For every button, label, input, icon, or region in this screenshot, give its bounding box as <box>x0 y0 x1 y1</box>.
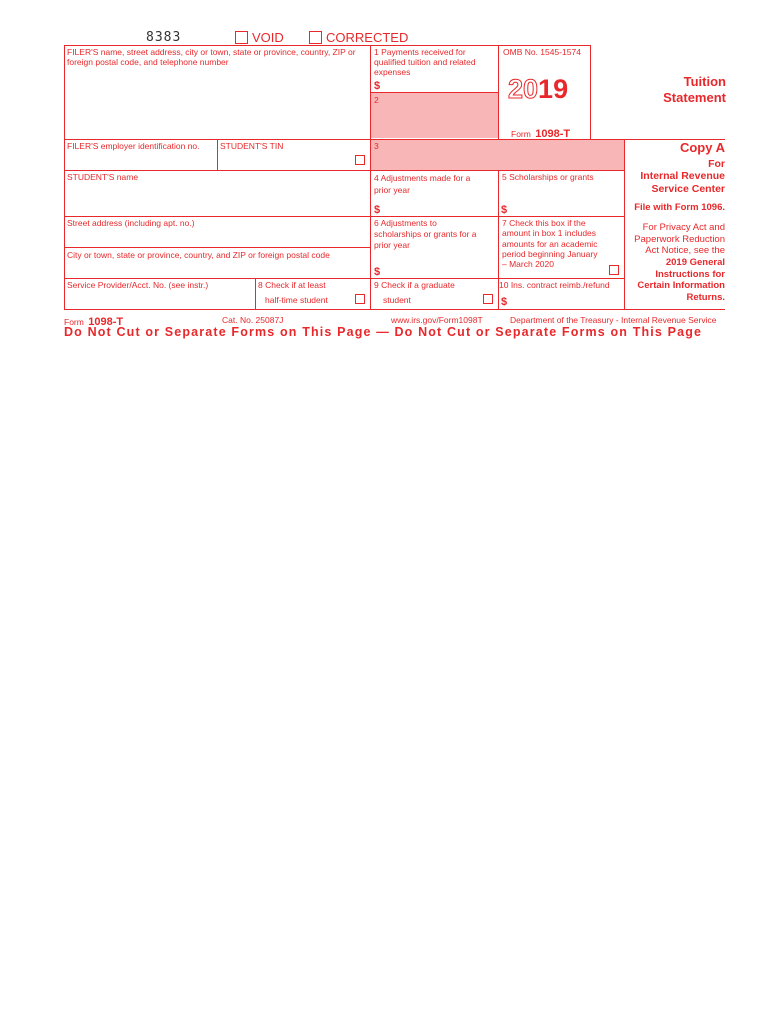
box2-number: 2 <box>374 95 379 105</box>
footer-cat: Cat. No. 25087J <box>222 315 284 325</box>
vline-box8 <box>255 278 256 309</box>
tax-year-bold: 19 <box>538 74 569 104</box>
student-tin-label: STUDENT'S TIN <box>220 141 284 151</box>
box1-label: 1 Payments received for qualified tuition and related expenses <box>374 47 476 77</box>
line-box1-bottom <box>370 92 498 93</box>
form-label-name: 1098-T <box>535 128 571 140</box>
student-tin-checkbox[interactable] <box>355 155 365 165</box>
city-label: City or town, state or province, country, and ZIP or foreign postal code <box>67 250 330 260</box>
vline-omb-right <box>590 45 591 139</box>
side-irs: Internal Revenue Service Center <box>640 170 725 195</box>
box3-number: 3 <box>374 141 379 151</box>
filer-name-field[interactable] <box>65 70 369 138</box>
box9-label-b: student <box>383 295 411 305</box>
box4-dollar: $ <box>374 204 381 216</box>
line-row1-bottom <box>64 139 725 140</box>
box4-label: 4 Adjustments made for a prior year <box>374 173 471 195</box>
vline-omb <box>498 45 499 139</box>
line-row3-bottom <box>64 216 624 217</box>
form-title: Tuition Statement <box>663 74 726 105</box>
omb-number: OMB No. 1545-1574 <box>503 47 581 57</box>
side-privacy-2: 2019 General Instructions for Certain Information Returns. <box>637 257 725 303</box>
filer-name-label: FILER'S name, street address, city or town, state or province, country, ZIP or foreign postal code, and telephone number <box>67 47 356 67</box>
box7-checkbox[interactable] <box>609 265 619 275</box>
box1-field[interactable] <box>370 92 498 138</box>
filer-ein-label: FILER'S employer identification no. <box>67 141 200 151</box>
do-not-cut-warning: Do Not Cut or Separate Forms on This Page — Do Not Cut or Separate Forms on This Page <box>64 325 703 339</box>
vline-mid <box>370 45 371 309</box>
form-top-border <box>64 45 590 46</box>
side-privacy-1: For Privacy Act and Paperwork Reduction Act Notice, see the <box>634 222 725 256</box>
box7-label: 7 Check this box if the amount in box 1 includes amounts for an academic period beginning January – March 2020 <box>502 218 598 270</box>
copy-a-label: Copy A <box>679 140 725 155</box>
box10-label: 10 Ins. contract reimb./refund <box>499 280 610 290</box>
box8-checkbox[interactable] <box>355 294 365 304</box>
corrected-label: CORRECTED <box>326 30 409 45</box>
void-label: VOID <box>252 30 284 45</box>
side-for: For <box>708 158 725 170</box>
student-name-label: STUDENT'S name <box>67 172 139 182</box>
box5-label: 5 Scholarships or grants <box>502 172 594 182</box>
line-row2-bottom <box>64 170 624 171</box>
form-label-prefix: Form <box>511 129 531 139</box>
line-row4-bottom <box>64 278 624 279</box>
side-file: File with Form 1096. <box>634 202 725 213</box>
line-row5-bottom <box>64 309 725 310</box>
void-checkbox[interactable] <box>235 31 248 44</box>
tax-year-light: 20 <box>508 74 539 104</box>
box8-label-b: half-time student <box>265 295 328 305</box>
box10-dollar: $ <box>501 296 508 308</box>
box3-field[interactable] <box>370 140 624 170</box>
form-code: 8383 <box>146 30 182 45</box>
street-label: Street address (including apt. no.) <box>67 218 195 228</box>
tax-year <box>508 74 568 104</box>
box6-dollar: $ <box>374 266 381 278</box>
box8-label-a: 8 Check if at least <box>258 280 326 290</box>
corrected-checkbox[interactable] <box>309 31 322 44</box>
footer-form-name: 1098-T <box>88 316 124 328</box>
footer-dept: Department of the Treasury - Internal Revenue Service <box>510 315 717 325</box>
box9-label-a: 9 Check if a graduate <box>374 280 455 290</box>
box1-dollar: $ <box>374 80 381 92</box>
box6-label: 6 Adjustments to scholarships or grants for a prior year <box>374 218 477 250</box>
box5-dollar: $ <box>501 204 508 216</box>
footer-url: www.irs.gov/Form1098T <box>391 315 483 325</box>
footer-form-prefix: Form <box>64 317 84 327</box>
vline-tin <box>217 139 218 170</box>
line-street-bottom <box>64 247 370 248</box>
service-provider-label: Service Provider/Acct. No. (see instr.) <box>67 280 209 290</box>
student-name-field[interactable] <box>65 184 369 215</box>
box9-checkbox[interactable] <box>483 294 493 304</box>
form-label <box>511 124 570 142</box>
